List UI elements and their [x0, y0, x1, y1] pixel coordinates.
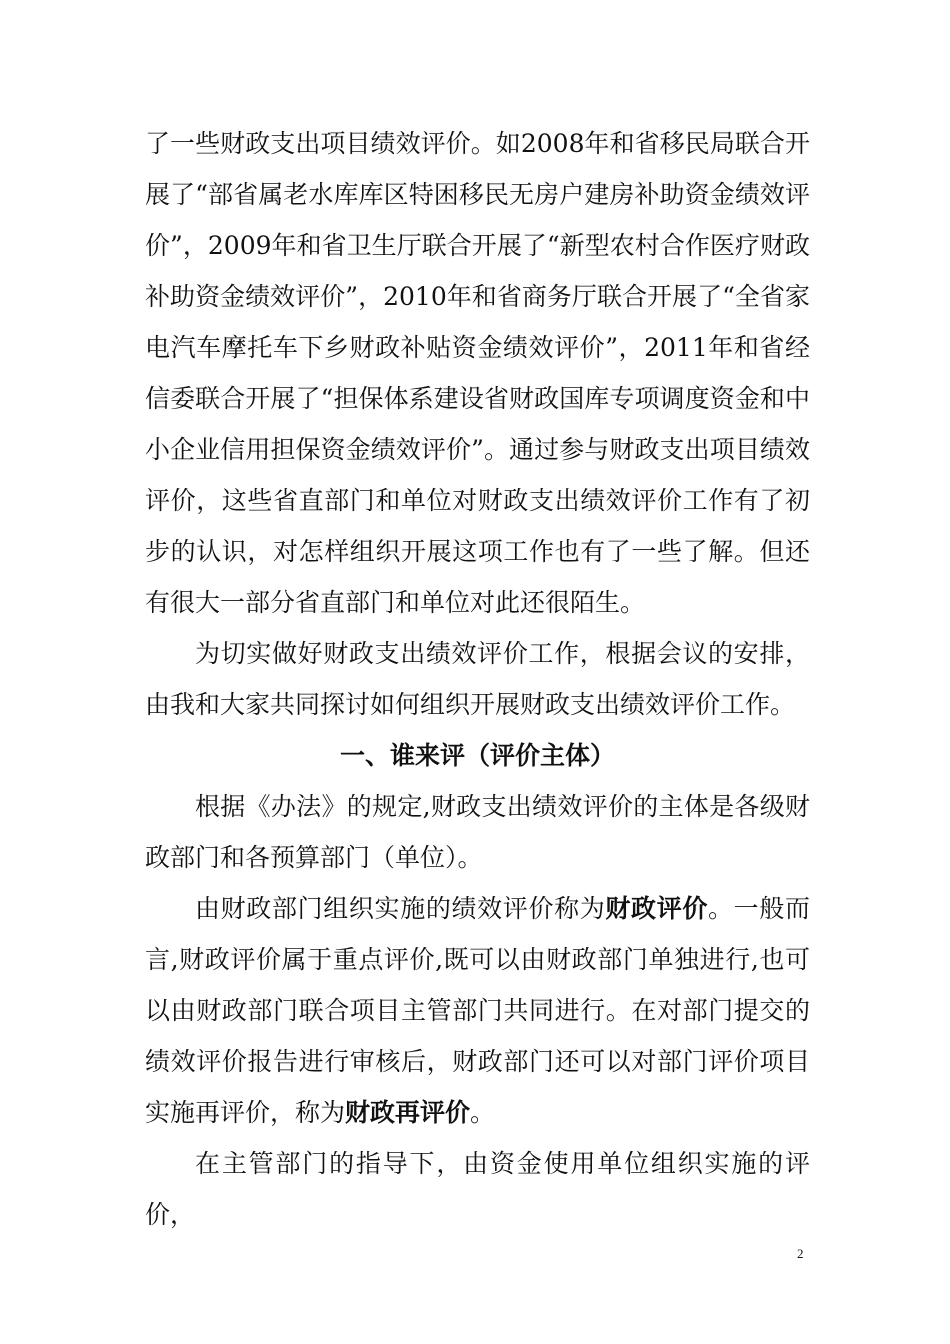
paragraph-intro: 为切实做好财政支出绩效评价工作，根据会议的安排，由我和大家共同探讨如何组织开展财政支出绩效评价工作。	[145, 639, 810, 719]
document-body	[145, 118, 810, 1240]
paragraph-continued: 了一些财政支出项目绩效评价。如2008年和省移民局联合开展了“部省属老水库库区特困移民无房户建房补助资金绩效评价”，2009年和省卫生厅联合开展了“新型农村合作医疗财政补助资金绩效评价”，2010年和省商务厅联合开展了“全省家电汽车摩托车下乡财政补贴资金绩效评价”，2011年和省经信委联合开展了“担保体系建设省财政国库专项调度资金和中小企业信用担保资金绩效评价”。通过参与财政支出项目绩效评价，这些省直部门和单位对财政支出绩效评价工作有了初步的认识，对怎样组织开展这项工作也有了一些了解。但还有很大一部分省直部门和单位对此还很陌生。	[145, 129, 810, 617]
paragraph-evaluation-subject: 根据《办法》的规定,财政支出绩效评价的主体是各级财政部门和各预算部门（单位）。	[145, 792, 810, 872]
page-number: 2	[797, 1246, 804, 1261]
term-fiscal-evaluation: 财政评价	[605, 894, 709, 923]
section-heading: 一、谁来评（评价主体）	[339, 741, 615, 770]
term-fiscal-re-evaluation: 财政再评价	[345, 1098, 471, 1127]
text-run: 由财政部门组织实施的绩效评价称为	[195, 894, 606, 923]
paragraph-unit-evaluation: 在主管部门的指导下，由资金使用单位组织实施的评价，	[145, 1149, 810, 1229]
paragraph-fiscal-evaluation	[145, 883, 810, 1138]
text-run: 。	[470, 1098, 496, 1127]
text-run: 。一般而言,财政评价属于重点评价,既可以由财政部门单独进行,也可以由财政部门联合项目主管部门共同进行。在对部门提交的绩效评价报告进行审核后，财政部门还可以对部门评价项目实施再评价，称为	[145, 894, 810, 1127]
